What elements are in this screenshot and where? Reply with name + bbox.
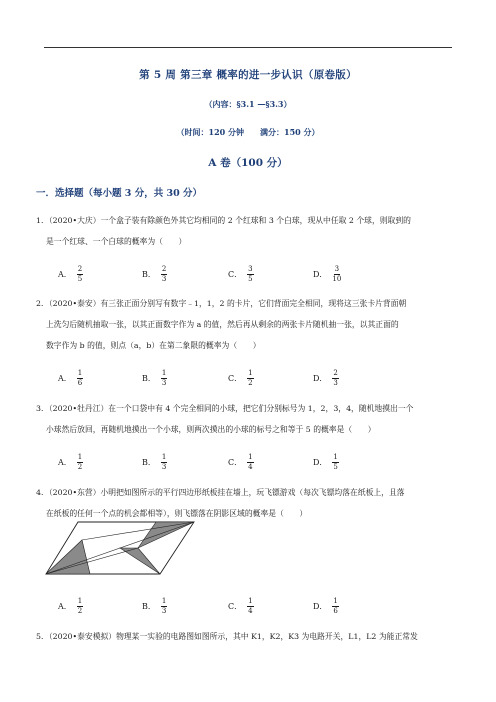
fraction: $\frac{1}{6}$: [77, 368, 83, 387]
question-line: 上洗匀后随机抽取一张，以其正面数字作为 a 的值，然后再从剩余的两张卡片随机抽一张，以其正面的: [46, 320, 399, 329]
shaded-triangle-middle: [120, 548, 160, 574]
question-1-options: [58, 261, 418, 287]
question-4-options: [58, 593, 418, 619]
fraction: $\frac{1}{2}$: [248, 368, 253, 387]
option-a: A． $\frac{1}{2}$: [58, 452, 83, 471]
option-b: B． $\frac{1}{3}$: [142, 452, 167, 471]
fraction: $\frac{1}{3}$: [161, 452, 167, 471]
option-d: D． $\frac{2}{3}$: [313, 368, 338, 387]
fraction: $\frac{1}{4}$: [248, 452, 253, 471]
question-line: 小球然后放回，再随机地摸出一个小球，则两次摸出的小球的标号之和等于 5 的概率是（ ）: [46, 425, 376, 434]
fraction: $\frac{1}{5}$: [333, 452, 338, 471]
diagonal-line: [46, 522, 194, 574]
fraction: $\frac{2}{3}$: [161, 264, 167, 283]
option-b: B． $\frac{2}{3}$: [142, 264, 167, 283]
option-c: C． $\frac{1}{2}$: [228, 368, 253, 387]
fraction: $\frac{3}{10}$: [332, 264, 342, 283]
option-a: A． $\frac{1}{2}$: [58, 596, 83, 615]
option-a: A． $\frac{1}{6}$: [58, 368, 83, 387]
option-c: C． $\frac{1}{4}$: [228, 452, 253, 471]
shaded-triangle-left: [46, 540, 90, 574]
question-2-options: [58, 365, 418, 391]
option-d: D． $\frac{1}{5}$: [313, 452, 338, 471]
question-line: 3．（2020•牡丹江）在一个口袋中有 4 个完全相同的小球，把它们分别标号为 1，2，3，4，随机地摸出一个: [36, 404, 414, 413]
question-line: 在纸板的任何一个点的机会都相等），则飞镖落在阴影区域的概率是（ ）: [46, 509, 308, 518]
fraction: $\frac{1}{3}$: [161, 368, 167, 387]
content-range: （内容：§3.1 —§3.3）: [204, 99, 292, 109]
section-heading: 一．选择题（每小题 3 分，共 30 分）: [36, 188, 203, 199]
question-1: [36, 210, 456, 252]
fraction: $\frac{1}{2}$: [77, 452, 83, 471]
fraction: $\frac{2}{5}$: [77, 264, 83, 283]
option-d: D． $\frac{1}{6}$: [313, 596, 338, 615]
question-5: [36, 626, 456, 647]
question-3-options: [58, 449, 418, 475]
fraction: $\frac{2}{3}$: [333, 368, 338, 387]
option-c: C． $\frac{3}{5}$: [228, 264, 253, 283]
question-line: 2．（2020•泰安）有三张正面分别写有数字﹣1，1，2 的卡片，它们背面完全相同，现将这三张卡片背面朝: [36, 299, 407, 308]
question-line: 5．（2020•泰安模拟）物理某一实验的电路图如图所示，其中 K1，K2，K3 为电路开关，L1，L2 为能正常发: [36, 632, 418, 641]
fraction: $\frac{1}{3}$: [161, 596, 167, 615]
option-b: B． $\frac{1}{3}$: [142, 368, 167, 387]
time-and-score: （时间：120 分钟 满分：150 分）: [176, 127, 320, 137]
inner-line: [82, 522, 194, 540]
parallelogram-diagram: [44, 516, 196, 580]
fraction: $\frac{1}{4}$: [248, 596, 253, 615]
fraction: $\frac{1}{6}$: [333, 596, 338, 615]
question-line: 1．（2020•大庆）一个盒子装有除颜色外其它均相同的 2 个红球和 3 个白球，现从中任取 2 个球，则取到的: [36, 216, 411, 225]
option-c: C． $\frac{1}{4}$: [228, 596, 253, 615]
question-line: 4．（2020•东营）小明把如图所示的平行四边形纸板挂在墙上，玩飞镖游戏（每次飞镖均落在纸板上，且落: [36, 488, 405, 497]
option-a: A． $\frac{2}{5}$: [58, 264, 83, 283]
question-2: [36, 293, 456, 356]
header-rule: [44, 47, 452, 48]
question-line: 是一个红球、一个白球的概率为（ ）: [46, 237, 187, 246]
question-line: 数字作为 b 的值，则点（a，b）在第二象限的概率为（ ）: [46, 341, 261, 350]
option-d: D． $\frac{3}{10}$: [313, 264, 342, 283]
document-title: 第 5 周 第三章 概率的进一步认识（原卷版）: [139, 69, 357, 81]
question-3: [36, 398, 456, 440]
option-b: B． $\frac{1}{3}$: [142, 596, 167, 615]
fraction: $\frac{1}{2}$: [77, 596, 83, 615]
section-a-title: A 卷（100 分）: [208, 157, 288, 169]
fraction: $\frac{3}{5}$: [248, 264, 253, 283]
